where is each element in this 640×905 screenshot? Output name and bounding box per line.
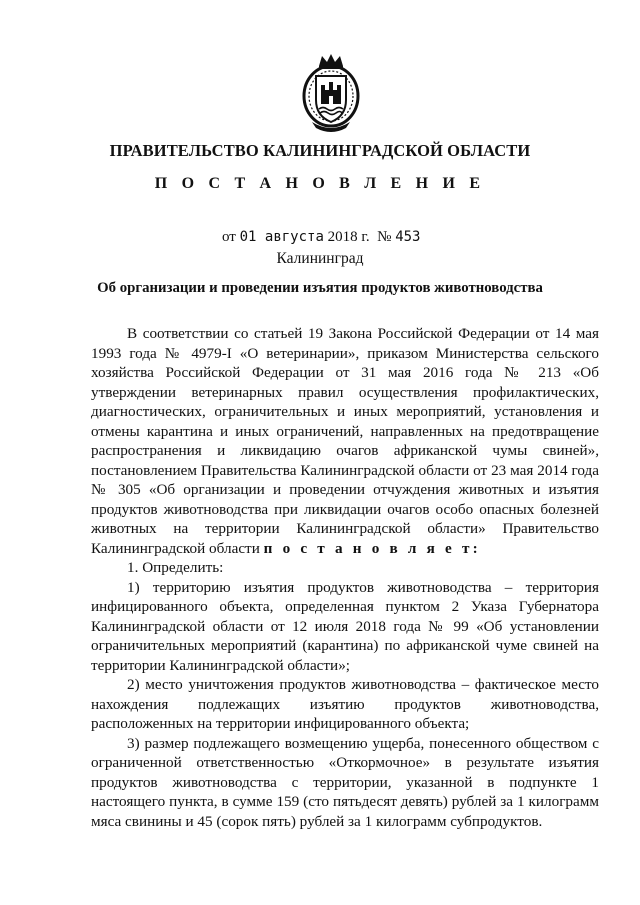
- date-prefix: от: [222, 229, 236, 245]
- document-type: П О С Т А Н О В Л Е Н И Е: [154, 175, 486, 192]
- preamble-text: В соответствии со статьей 19 Закона Российской Федерации от 14 мая 1993 года № 4979-I «О ветеринарии», приказом Министерства сельского хозяйства Российской Федерации от 31 мая 2016 года № 213 «Об утверждении ветеринарных правил осуществления профилактических, диагностических, ограничительных и иных мероприятий, установления и отмены карантина и иных ограничений, направленных на предотвращение распространения и ликвидацию очагов африканской чумы свиней», постановлением Правительства Калининградской области от 23 мая 2014 года № 305 «Об организации и проведении отчуждения животных и изъятия продуктов животноводства при ликвидации очагов особо опасных болезней животных на территории Калининградской области» Правительство Калининградской области: [91, 325, 599, 557]
- date-value: 01 августа: [239, 229, 324, 245]
- date-number-line: [222, 229, 420, 246]
- city: Калининград: [276, 250, 364, 267]
- number-prefix: №: [377, 229, 392, 245]
- document-number: 453: [395, 229, 421, 245]
- subitem-3: 3) размер подлежащего возмещению ущерба, понесенного обществом с ограниченной ответственностью «Откормочное» в результате изъятия продуктов животноводства с территории, указанной в подпункте 1 настоящего пункта, в сумме 159 (сто пятьдесят девять) рублей за 1 килограмм мяса свинины и 45 (сорок пять) рублей за 1 килограмм субпродуктов.: [91, 734, 599, 830]
- preamble-paragraph: [91, 324, 599, 558]
- resolves-word: п о с т а н о в л я е т:: [263, 539, 481, 557]
- government-name: ПРАВИТЕЛЬСТВО КАЛИНИНГРАДСКОЙ ОБЛАСТИ: [109, 141, 531, 160]
- document-body: [91, 324, 599, 831]
- subitem-1: 1) территорию изъятия продуктов животноводства – территория инфицированного объекта, определенная пунктом 2 Указа Губернатора Калининградской области от 12 июля 2018 года № 99 «Об установлении ограничительных мероприятий (карантина) по африканской чуме свиней на территории Калининградской области»;: [91, 578, 599, 674]
- item-1: 1. Определить:: [127, 559, 224, 576]
- subitem-2: 2) место уничтожения продуктов животноводства – фактическое место нахождения подлежащих изъятию продуктов животноводства, расположенных на территории инфицированного объекта;: [91, 676, 599, 732]
- document-title: Об организации и проведении изъятия продуктов животноводства: [97, 280, 543, 296]
- kaliningrad-coat-of-arms-icon: [300, 52, 362, 134]
- date-year: 2018 г.: [327, 229, 370, 245]
